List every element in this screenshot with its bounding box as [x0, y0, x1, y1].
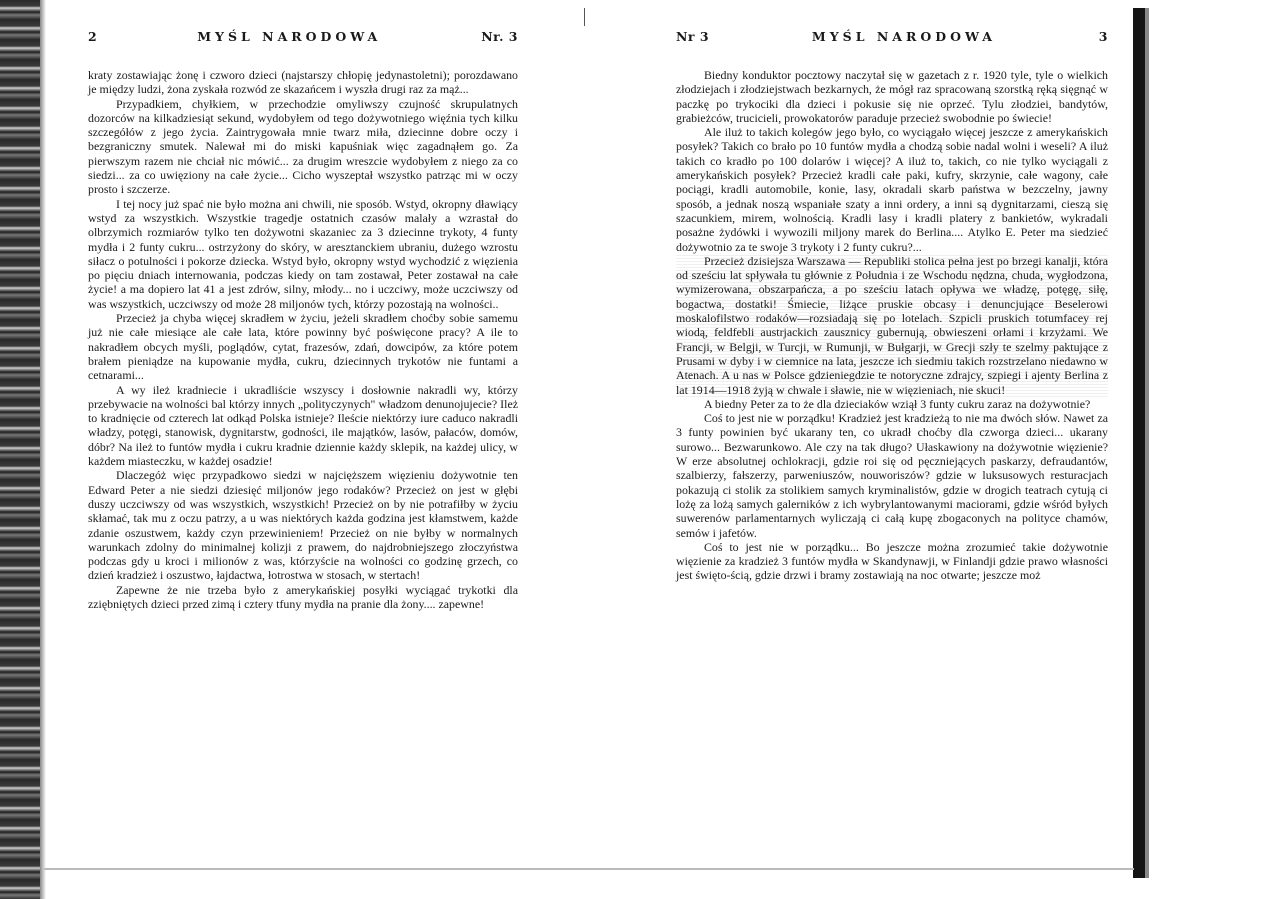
left-page	[88, 30, 518, 611]
right-paragraph-4: A biedny Peter za to że dla dzieciaków wziął 3 funty cukru zaraz na dożywotnie?	[704, 396, 1091, 411]
left-binding-edge	[0, 0, 40, 899]
right-page	[676, 30, 1108, 583]
right-paragraph-5: Coś to jest nie w porządku! Kradzież jest kradzieżą to nie ma dwóch słów. Nawet za 3 funty powinien być ukarany ten, co ukradł choćby dla czworga dzieci... ukarany surowo... Bezwarunkowo. Ale czy na tak długo? Ułaskawiony na dożywotnie więzienie? W erze absolutnej ochlokracji, gdzie roi się od pęczniejących paskarzy, defraudantów, szalbierzy, fałszerzy, parweniuszów, nouworiszów? gdzie w luksusowych resturacjach pokazują ci stolik za stolikiem samych kryminalistów, gdzie w drogich teatrach cytują ci lożę za lożą samych galerników z ich wybrylantowanymi maciorami, gdzie wśród byłych suwerenów parlamentarnych wyliczają ci całą kupę zbogaconych na polityce chamów, semów i jafetów.	[676, 411, 1108, 540]
left-paragraph-2: Przypadkiem, chyłkiem, w przechodzie omyliwszy czujność skrupulatnych dozorców na kilkadziesiąt sekund, wydobyłem od tego dożywotniego więźnia tych kilku szczegółów z jego życia. Zaintrygowała mnie twarz miła, dziecinne dobre oczy i bezgraniczny smutek. Nalewał mi do miski kapuśniak więc zagadnąłem go. Za pierwszym razem nie chciał nic mówić... za drugim wreszcie wydobyłem z niego za co siedzi... za co uwięziony na całe życie... Cicho wyszeptał wszystko patrząc mi w oczy prosto i szczerze.	[88, 96, 518, 197]
right-binding-shadow	[1145, 8, 1149, 878]
left-paragraph-1: kraty zostawiając żonę i czworo dzieci (najstarszy chłopię jedynastoletni); porozdawano je między ludzi, żona zyskała rozwód ze skazańcem i wyszła drugi raz za mąż...	[88, 68, 518, 97]
bottom-edge-line	[44, 868, 1134, 870]
left-paragraph-3: I tej nocy już spać nie było można ani chwili, nie sposób. Wstyd, okropny dławiący wstyd za wszystkich. Wszystkie tragedje ostatnich czasów malały a wzrastał do olbrzymich rozmiarów tylko ten dożywotni skazaniec za 3 dziecinne trykoty, 4 funty mydła i 2 funty cukru... ostrzyżony do skóry, w aresztanckiem ubraniu, dużego wzrostu siłacz o potulności i pokorze dziecka. Wstyd było, okropny wstyd wychodzić z więzienia po pięciu dniach internowania, podczas kiedy on tam zostawał, Peter zostawał na całe życie! a ma dopiero lat 41 a jest zdrów, silny, młody... no i uczciwy, może uczciwszy od was wszystkich, uczciwszy od może 28 miljonów tych, którzy pozostają na wolności..	[88, 196, 518, 311]
right-paragraph-2: Ale iluż to takich kolegów jego było, co wyciągało więcej jeszcze z amerykańskich posyłek? Takich co brało po 10 funtów mydła a chodzą sobie nadal wolni i weseli? A iluż takich co kradło po 100 dolarów i więcej? A iluż to, takich, co nie tylko wyciągali z amerykańskich posyłek? Przecież kradli całe paki, kufry, skrzynie, całe wagony, całe pociągi, kradli automobile, konie, lasy, okradali skarb państwa w bezczelny, jawny sposób, a jednak noszą wspaniałe szaty a inni ordery, a inni są dygnitarzami, cieszą się szacunkiem, mirem, wolnością. Kradli lasy i kradli platery z bankietów, wykradali posażne żydówki i wywozili miljony marek do Berlina.... Atylko E. Peter ma siedzieć dożywotnio za te swoje 3 trykoty i 2 funty cukru?...	[676, 125, 1108, 254]
left-running-head	[88, 30, 518, 50]
center-gutter-mark	[584, 8, 585, 26]
right-issue-number: Nr 3	[676, 29, 710, 44]
right-page-number: 3	[1098, 29, 1108, 44]
left-paragraph-5: A wy ileż kradniecie i ukradliście wszyscy i dosłownie nakradli wy, którzy przebywacie na wolności bal którzy innych „polityczynych" władzom denunojujecie? Ileż to kradnięcie od czterech lat odkąd Polska istnieje? Ileście niektórzy iure caduco nakradli władzy, potęgi, stanowisk, dygnitarstw, godności, ile majątków, lasów, pałaców, domów, dóbr? Na ileż to funtów mydła i cukru kradnie dziennie każdy sklepik, na każdej ulicy, w każdem miasteczku, w każdej osadzie!	[88, 382, 518, 469]
right-paragraph-1: Biedny konduktor pocztowy naczytał się w gazetach z r. 1920 tyle, tyle o wielkich złodziejach i złodziejstwach bezkarnych, że mógł raz spracowaną szorstką ręką sięgnąć w paczkę po trykociki dla dzieci i pokusie się nie oprzeć. Tylu złodziei, bandytów, grabieżców, trucicieli, prowokatorów paraduje przecież swobodnie po świecie!	[676, 68, 1108, 125]
left-paragraph-4: Przecież ja chyba więcej skradłem w życiu, jeżeli skradłem choćby sobie samemu już nie całe miesiące ale całe lata, które powinny być poświęcone pracy? A ile to nakradłem obcych myśli, poglądów, cytat, frazesów, zdań, dowcipów, za które potem brałem pieniądze na kupowanie mydła, cukru, dziecinnych trykotów nie funtami a cetnarami...	[88, 311, 518, 383]
left-page-number: 2	[88, 29, 98, 44]
left-paragraph-6: Dlaczegóż więc przypadkowo siedzi w najcięższem więzieniu dożywotnie ten Edward Peter a nie siedzi dziesięć miljonów jego rodaków? Przecież on jest w głębi duszy uczciwszy od was wszystkich, wszystkich! Przecież on by nie potrafiłby w życiu skłamać, tak mu z oczu patrzy, a u was niektórych każda godzina jest kłamstwem, każde zdanie oszustwem, każdy czyn przewinieniem! Przecież on nie byłby w normalnych warunkach zdolny do minimalnej kolizji z prawem, do najdrobniejszego złoczyństwa podczas gdy u kroci i milionów z was, którzyście na wolności co godzinę grzech, co dzień kradzież i oszustwo, łajdactwa, łotrostwa w stosach, w stertach!	[88, 468, 518, 583]
right-running-head	[676, 30, 1108, 50]
left-paragraph-7: Zapewne że nie trzeba było z amerykańskiej posyłki wyciągać trykotki dla zziębniętych dzieci przed zimą i cztery tfuny mydła na pranie dla żony.... zapewne!	[88, 582, 518, 611]
right-binding-edge	[1133, 8, 1145, 878]
right-paragraph-3: Przecież dzisiejsza Warszawa — Republiki stolica pełna jest po brzegi kanalji, która od sześciu lat spływała tu głównie z Południa i ze Wschodu nędzna, chuda, wygłodzona, wymizerowana, obszarpańcza, a po sześciu latach opływa we władzę, potęgę, siłę, bogactwa, dostatki! Śmiecie, liżące pruskie obcasy i denuncjujące Beselerowi moskalofilstwo rodaków—rozsiadają się po lotelach. Szpicli pruskich totumfacey rej wiodą, feldfebli austrjackich zausznicy gubernują, obwieszeni orłami i krzyżami. We Francji, w Belgji, w Turcji, w Rumunji, w Bułgarji, w Grecji szły te szelmy paktujące z Prusami w dyby i w ciemnice na lata, jeszcze ich siedmiu takich rozstrzelano niedawno w Atenach. A u nas w Polsce gdzieniegdzie te notoryczne zdrajcy, szpiegi i ajenty Berlina z lat 1914—1918 żyją w chwale i sławie, nie w więzieniach, nie skuci!	[676, 253, 1108, 397]
right-paragraph-6: Coś to jest nie w porządku... Bo jeszcze można zrozumieć takie dożywotnie więzienie za kradzież 3 funtów mydła w Skandynawji, w Finlandji gdzie prawo własności jest święto-ścią, gdzie drzwi i bramy zostawiają na noc otwarte; jeszcze moż	[676, 539, 1108, 583]
left-running-title: MYŚL NARODOWA	[197, 29, 382, 44]
right-running-title: MYŚL NARODOWA	[811, 29, 996, 44]
left-issue-number: Nr. 3	[481, 29, 518, 44]
